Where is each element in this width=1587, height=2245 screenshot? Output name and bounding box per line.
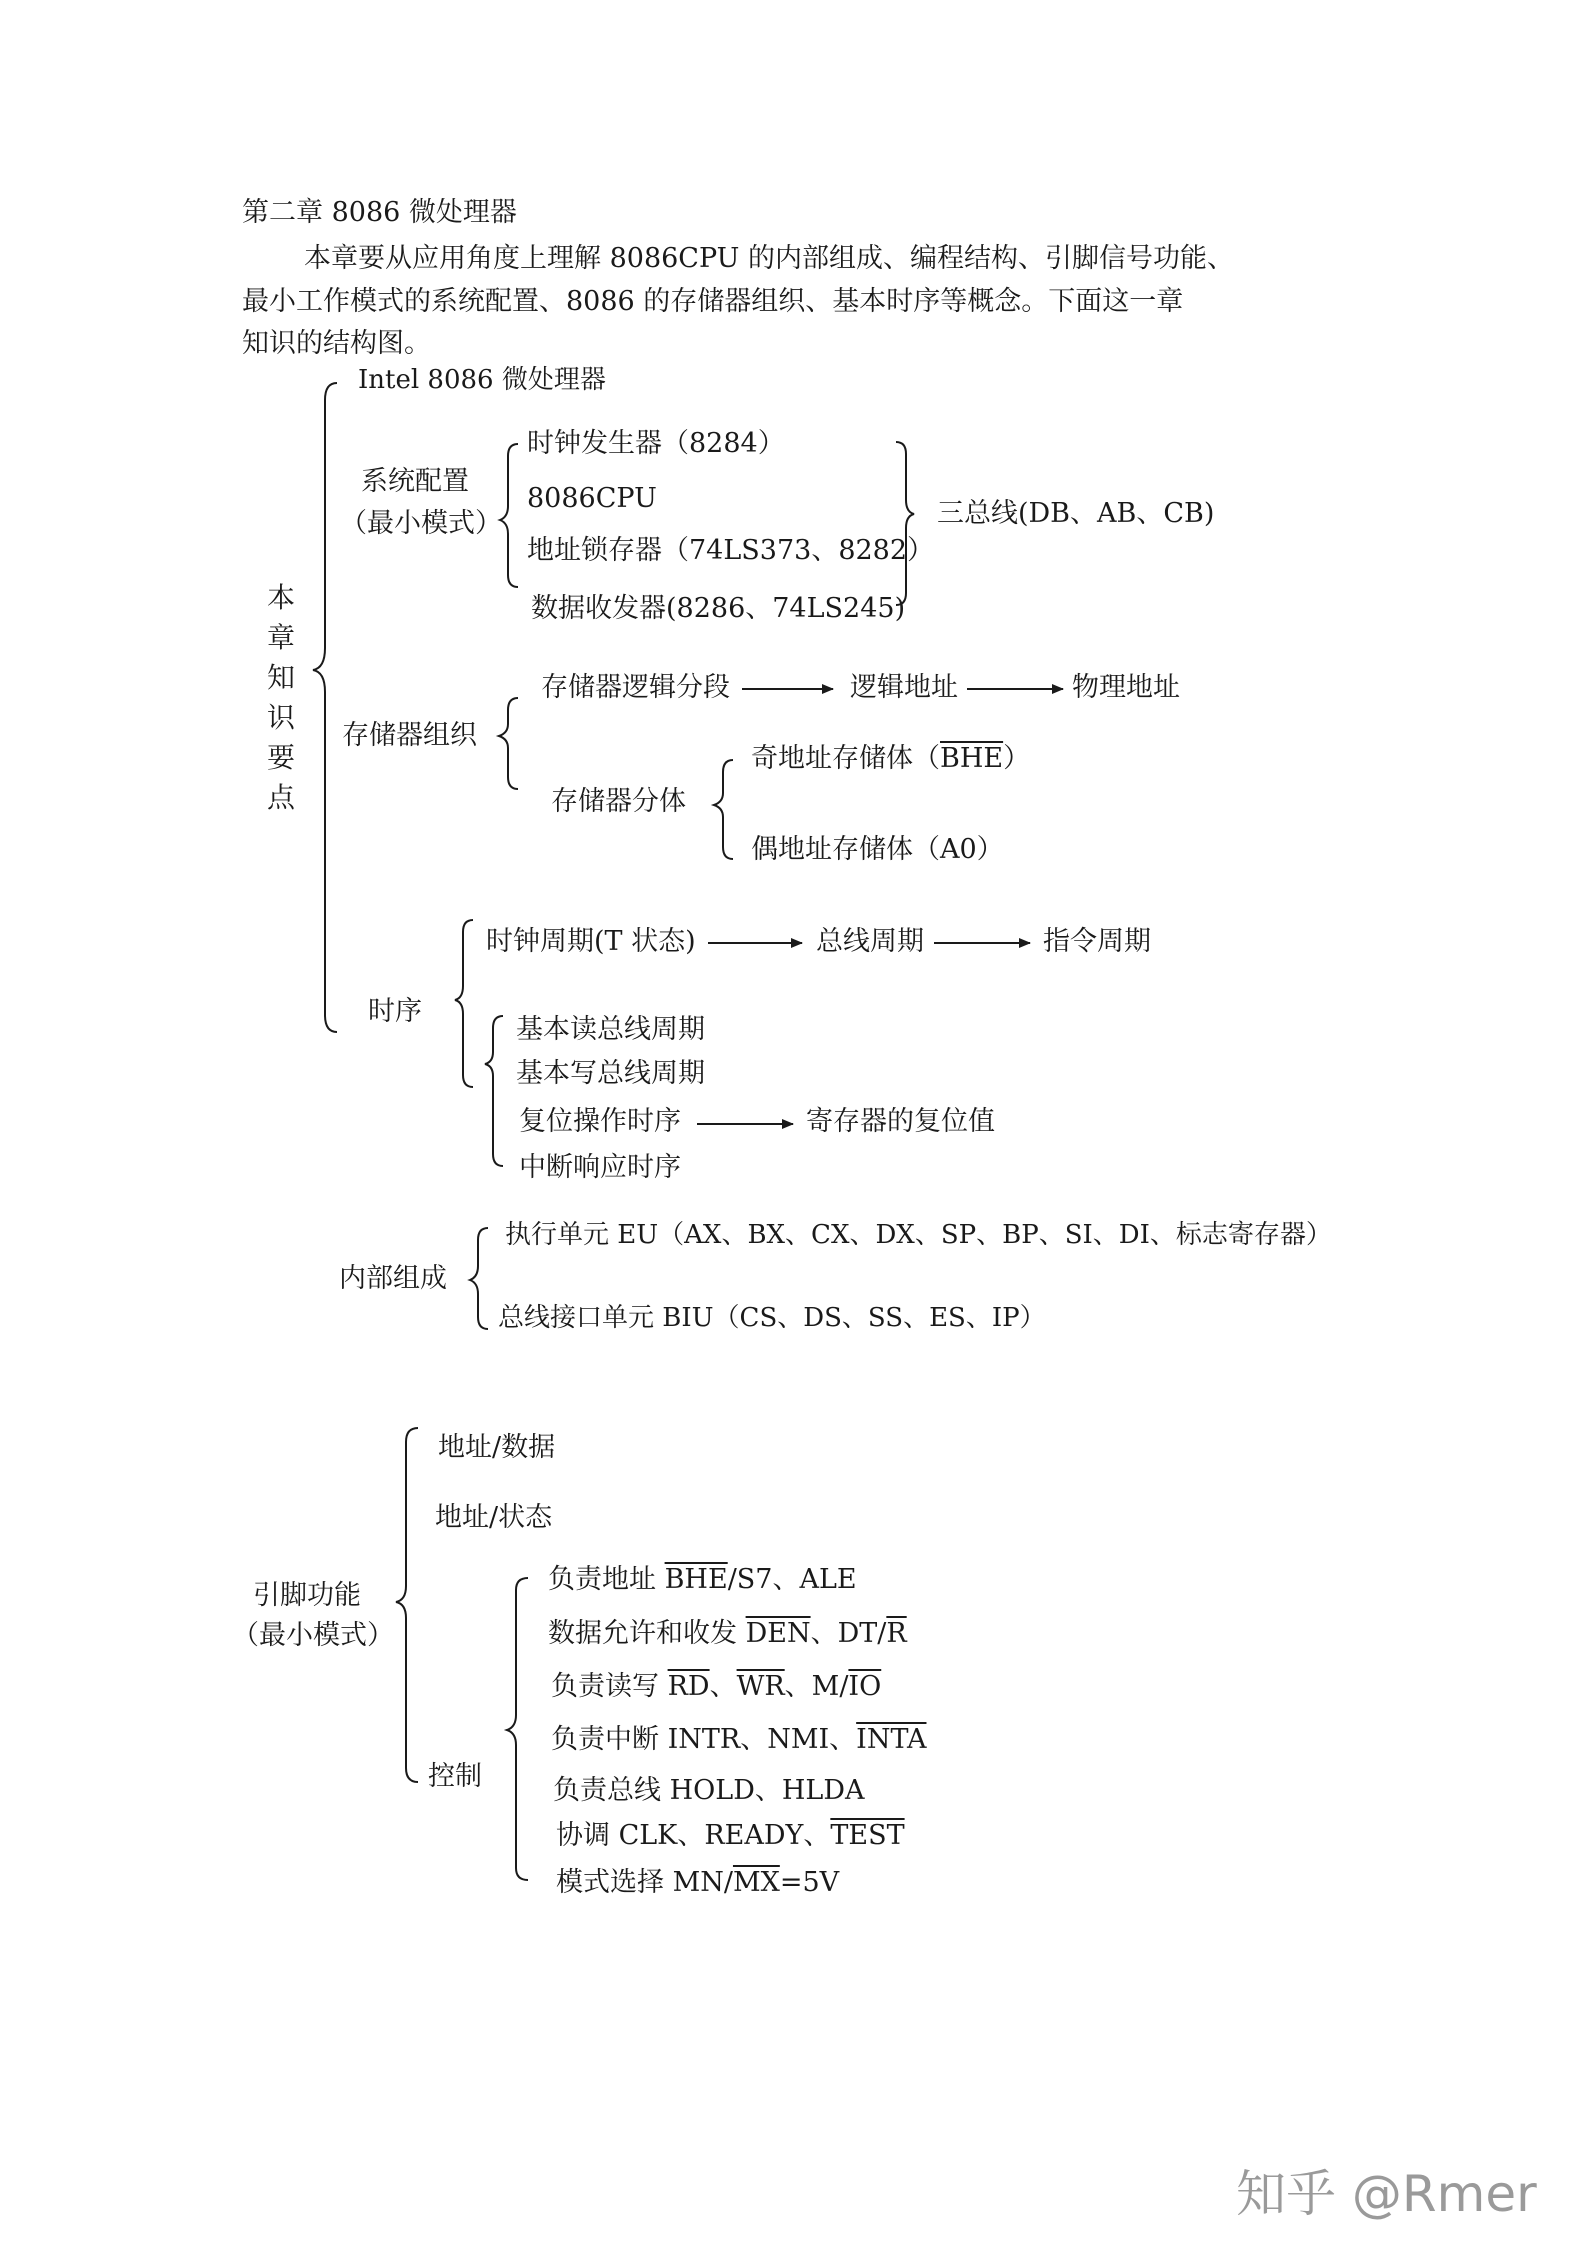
- interrupt-timing: 中断响应时序: [519, 1152, 681, 1183]
- chapter-heading: 第二章 8086 微处理器: [242, 197, 517, 228]
- bus-interface-unit: 总线接口单元 BIU（CS、DS、SS、ES、IP）: [498, 1303, 1046, 1333]
- memory-label: 存储器组织: [342, 720, 477, 751]
- internal-brace: [470, 1228, 488, 1329]
- sysconfig-cpu: 8086CPU: [527, 483, 657, 514]
- pin-address-data: 地址/数据: [438, 1432, 556, 1463]
- control-interrupt: 负责中断 INTR、NMI、INTA: [551, 1724, 927, 1755]
- pins-sublabel: （最小模式）: [232, 1620, 394, 1651]
- bus-cycle: 总线周期: [816, 926, 924, 957]
- reset-timing: 复位操作时序: [519, 1106, 681, 1137]
- basic-read-cycle: 基本读总线周期: [516, 1014, 705, 1045]
- root-char-5: 要: [266, 741, 295, 774]
- control-data-enable: 数据允许和收发 $\overline{DEN}$、$DT/\overline{R}$: [548, 1618, 907, 1649]
- odd-bank: 奇地址存储体$(\overline{BHE})$: [751, 743, 1031, 774]
- internal-label: 内部组成: [339, 1263, 447, 1294]
- execution-unit: 执行单元 EU（AX、BX、CX、DX、SP、BP、SI、DI、标志寄存器）: [505, 1220, 1332, 1250]
- memory-logical-segment: 存储器逻辑分段: [541, 672, 730, 703]
- even-bank: 偶地址存储体（A0）: [751, 834, 1004, 865]
- pin-control-label: 控制: [428, 1761, 482, 1792]
- intro-line-3: 知识的结构图。: [242, 328, 431, 359]
- sysconfig-transceiver: 数据收发器(8286、74LS245): [531, 593, 906, 624]
- timing-brace: [455, 920, 473, 1087]
- intro-line-1: 本章要从应用角度上理解 8086CPU 的内部组成、编程结构、引脚信号功能、: [304, 243, 1234, 274]
- sysconfig-latch: 地址锁存器（74LS373、8282）: [527, 535, 935, 566]
- control-bus: 负责总线 HOLD、HLDA: [553, 1775, 865, 1806]
- root-char-3: 知: [266, 661, 295, 694]
- control-read-write: 负责读写 $\overline{RD}$、$\overline{WR}$、$M/\overline{IO}$: [551, 1671, 882, 1702]
- pins-label: 引脚功能: [253, 1580, 361, 1611]
- sysconfig-left-brace: [500, 444, 518, 587]
- control-mode-select: 模式选择 $MN/\overline{MX}=5V$: [556, 1867, 840, 1898]
- zhihu-watermark: 知乎 @Rmer: [1236, 2165, 1537, 2223]
- node-intel-8086: Intel 8086 微处理器: [358, 365, 606, 395]
- sysconfig-right-brace: [896, 442, 914, 605]
- sysconfig-clock: 时钟发生器（8284）: [527, 428, 785, 459]
- instruction-cycle: 指令周期: [1043, 926, 1151, 957]
- memory-bank-label: 存储器分体: [551, 786, 686, 817]
- basic-write-cycle: 基本写总线周期: [516, 1058, 705, 1089]
- three-bus: 三总线(DB、AB、CB): [937, 498, 1215, 529]
- root-char-6: 点: [266, 781, 295, 814]
- clock-period: 时钟周期(T 状态): [486, 926, 696, 957]
- timing-label: 时序: [368, 996, 422, 1027]
- physical-address: 物理地址: [1072, 672, 1180, 703]
- register-reset-value: 寄存器的复位值: [806, 1106, 995, 1137]
- timing-small-brace: [485, 1016, 503, 1166]
- control-brace: [507, 1578, 528, 1880]
- pin-address-status: 地址/状态: [435, 1502, 553, 1533]
- memory-brace: [499, 698, 518, 789]
- main-brace: [313, 383, 337, 1032]
- root-char-2: 章: [266, 621, 295, 654]
- control-address: 负责地址 $\overline{BHE}/S7$、ALE: [548, 1564, 857, 1595]
- sysconfig-sublabel: （最小模式）: [340, 508, 502, 539]
- pins-brace: [396, 1428, 418, 1782]
- root-char-4: 识: [266, 701, 295, 734]
- bank-brace: [714, 760, 733, 859]
- root-char-1: 本: [266, 581, 295, 614]
- logical-address: 逻辑地址: [850, 672, 958, 703]
- sysconfig-label: 系统配置: [361, 466, 469, 497]
- control-coordinate: 协调 CLK、READY、TEST: [556, 1820, 905, 1851]
- intro-line-2: 最小工作模式的系统配置、8086 的存储器组织、基本时序等概念。下面这一章: [242, 286, 1184, 317]
